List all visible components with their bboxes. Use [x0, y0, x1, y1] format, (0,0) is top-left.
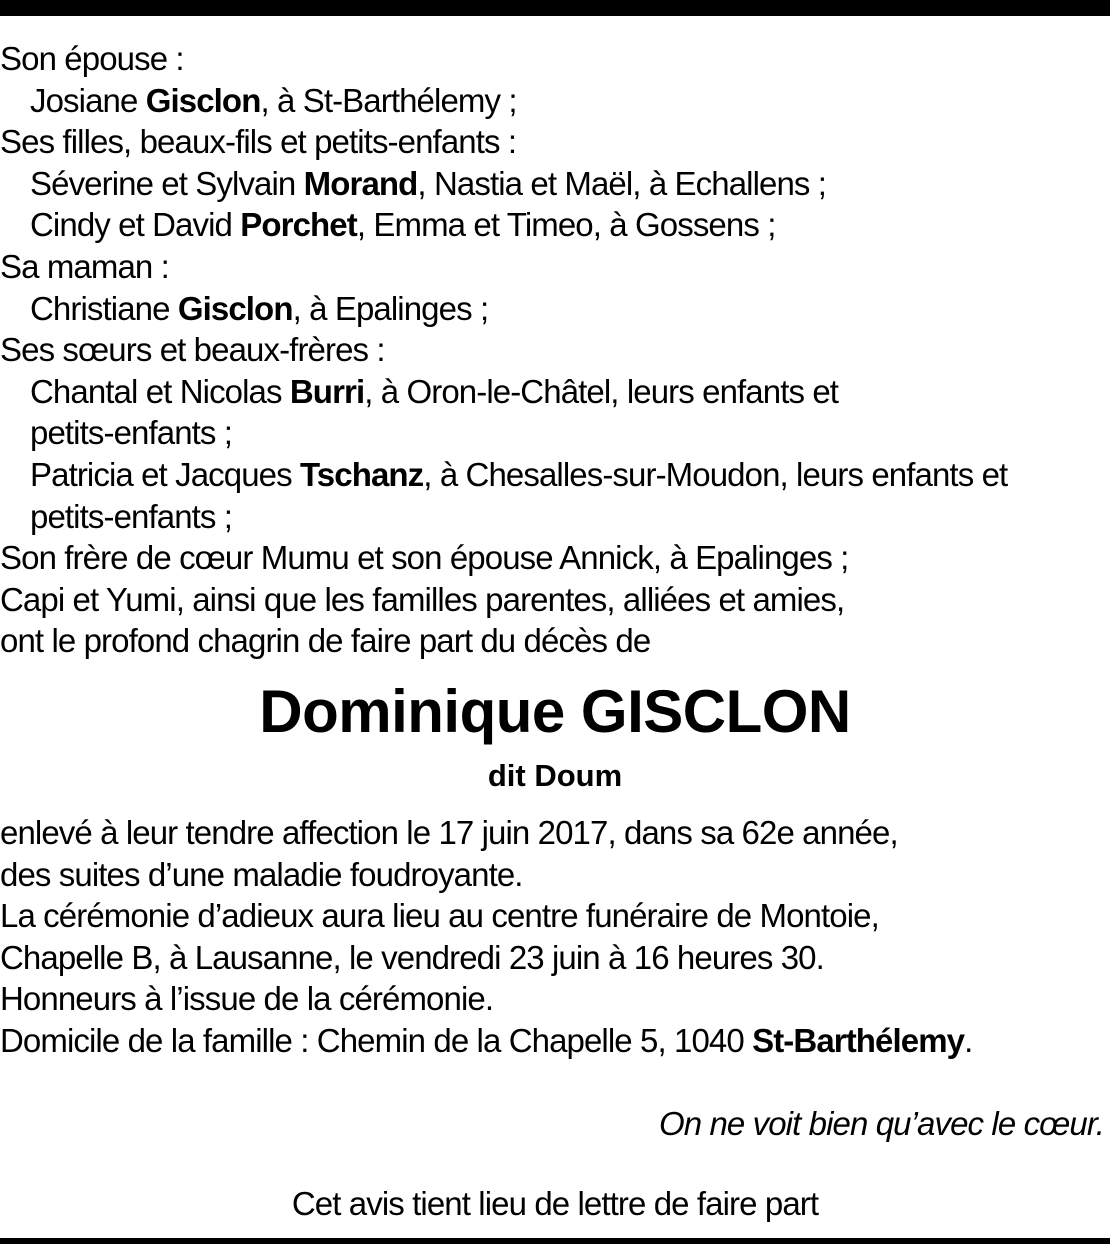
- family-list: [0, 38, 1110, 662]
- daughters-label: Ses filles, beaux-fils et petits-enfants :: [0, 123, 517, 161]
- sister2-entry: [0, 454, 1110, 496]
- daughter1-pre: Séverine et Sylvain: [30, 164, 304, 202]
- daughter2-surname: Porchet: [240, 206, 357, 244]
- brother-line: Son frère de cœur Mumu et son épouse Annick, à Epalinges ;: [0, 539, 849, 577]
- mother-pre: Christiane: [30, 289, 178, 327]
- deceased-nickname: dit Doum: [487, 758, 623, 793]
- daughter1-post: , Nastia et Maël, à Echallens ;: [417, 164, 827, 202]
- mother-label: Sa maman :: [0, 247, 169, 285]
- details-line-1: enlevé à leur tendre affection le 17 juin 2017, dans sa 62e année,: [0, 814, 898, 851]
- deceased-name: Dominique GISCLON: [259, 678, 851, 745]
- announce-line: ont le profond chagrin de faire part du décès de: [0, 622, 651, 660]
- sisters-label: Ses sœurs et beaux-frères :: [0, 331, 385, 369]
- details-line-2: des suites d’une maladie foudroyante.: [0, 855, 523, 893]
- mother-entry: [0, 288, 1110, 330]
- spouse-surname: Gisclon: [145, 81, 261, 119]
- daughter2-pre: Cindy et David: [30, 206, 241, 244]
- mother-post: , à Epalinges ;: [292, 289, 489, 327]
- mother-surname: Gisclon: [177, 289, 293, 327]
- sister1-pre: Chantal et Nicolas: [30, 372, 290, 410]
- domicile-line: [0, 1020, 1110, 1062]
- spouse-label: Son épouse :: [0, 40, 184, 77]
- sister1-surname: Burri: [289, 372, 365, 410]
- domicile-post: .: [964, 1021, 973, 1059]
- daughter1-surname: Morand: [303, 164, 418, 202]
- sister2-pre: Patricia et Jacques: [30, 455, 300, 493]
- spouse-entry: [0, 80, 1110, 122]
- details-line-4: Chapelle B, à Lausanne, le vendredi 23 juin à 16 heures 30.: [0, 938, 824, 976]
- sister1-continuation: petits-enfants ;: [30, 414, 233, 452]
- sister2-continuation: petits-enfants ;: [30, 497, 233, 535]
- ceremony-details: [0, 812, 1110, 1062]
- top-border-rule: [0, 0, 1110, 16]
- details-line-5: Honneurs à l’issue de la cérémonie.: [0, 980, 494, 1018]
- domicile-pre: Domicile de la famille : Chemin de la Chapelle 5, 1040: [0, 1021, 753, 1059]
- sister2-surname: Tschanz: [299, 455, 424, 493]
- daughter1-entry: [0, 163, 1110, 205]
- others-line: Capi et Yumi, ainsi que les familles parentes, alliées et amies,: [0, 580, 845, 618]
- footer-note: Cet avis tient lieu de lettre de faire part: [291, 1185, 819, 1222]
- details-line-3: La cérémonie d’adieux aura lieu au centre funéraire de Montoie,: [0, 897, 879, 935]
- daughter2-post: , Emma et Timeo, à Gossens ;: [356, 206, 776, 244]
- domicile-place: St-Barthélemy: [752, 1021, 965, 1059]
- sister2-post: , à Chesalles-sur-Moudon, leurs enfants et: [423, 455, 1008, 493]
- deceased-block: [0, 676, 1110, 796]
- bottom-border-rule: [0, 1238, 1110, 1244]
- spouse-pre: Josiane: [30, 81, 146, 119]
- sister1-entry: [0, 371, 1110, 413]
- spouse-post: , à St-Barthélemy ;: [260, 81, 517, 119]
- closing-quote: On ne voit bien qu’avec le cœur.: [658, 1105, 1104, 1142]
- daughter2-entry: [0, 204, 1110, 246]
- sister1-post: , à Oron-le-Châtel, leurs enfants et: [364, 372, 839, 410]
